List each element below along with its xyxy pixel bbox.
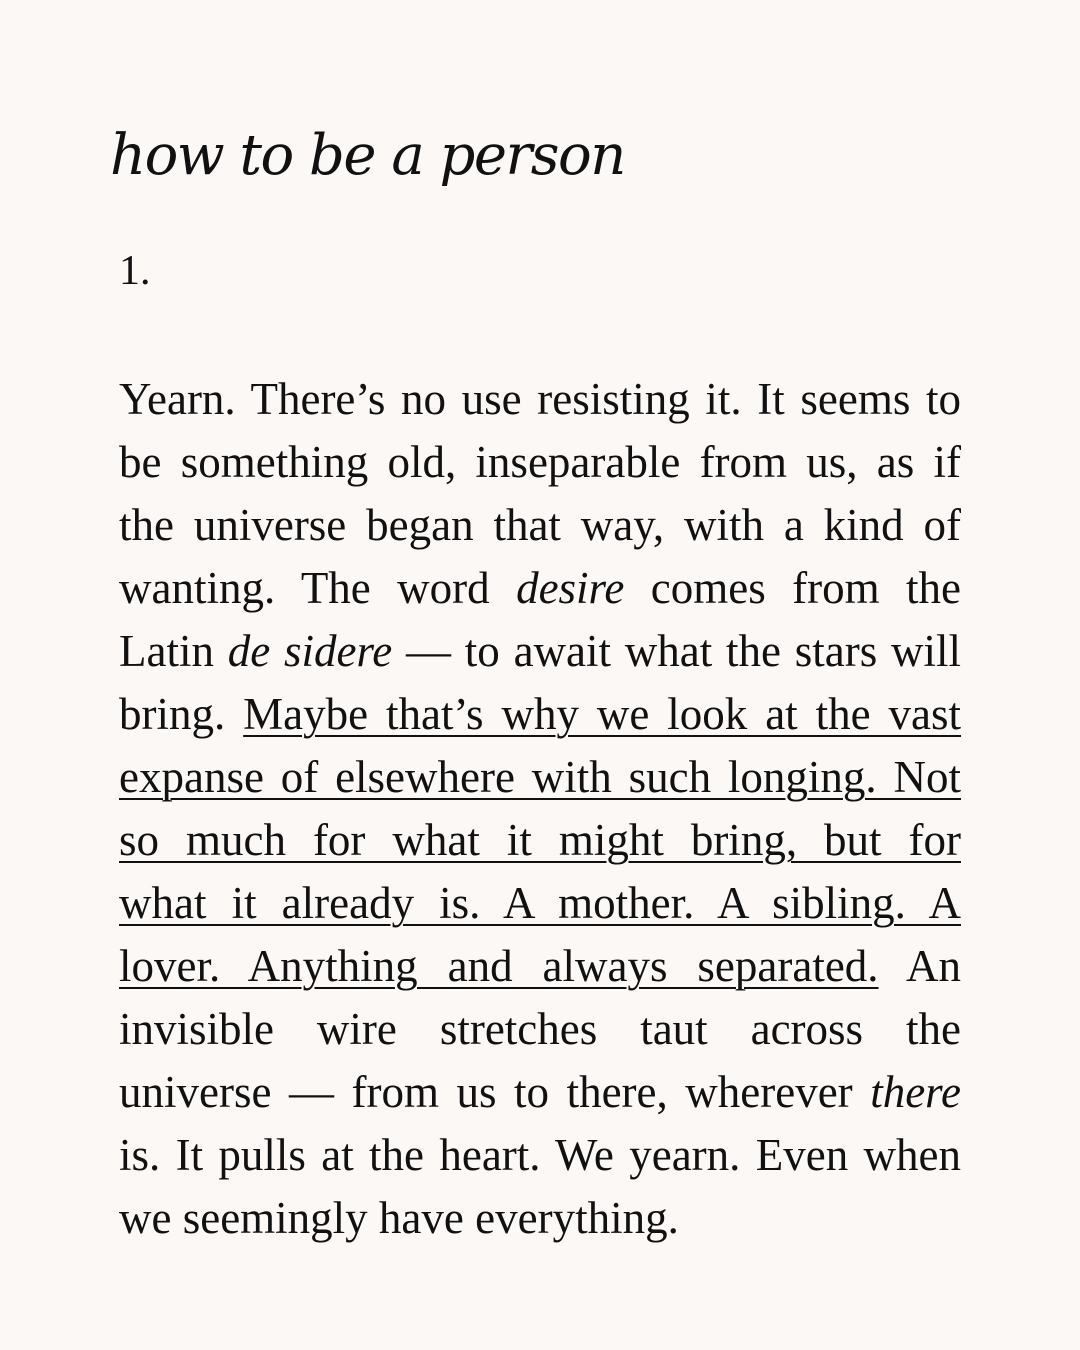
italic-text: there (870, 1067, 961, 1117)
text-segment: the universe began that way, with a kind of (119, 500, 961, 550)
underlined-text: expanse of elsewhere with such longing. Not (119, 752, 961, 802)
text-segment: Yearn. There’s no use resisting it. It seems to (119, 374, 961, 424)
text-line (119, 872, 961, 935)
text-line (119, 1124, 961, 1187)
text-line (119, 935, 961, 998)
body-passage (119, 368, 961, 1250)
text-segment: Latin (119, 626, 228, 676)
text-line (119, 557, 961, 620)
section-number: 1. (119, 248, 151, 294)
text-line (119, 998, 961, 1061)
text-line (119, 1061, 961, 1124)
text-line (119, 368, 961, 431)
text-segment: An (878, 941, 961, 991)
text-segment: comes from the (624, 563, 961, 613)
text-line (119, 431, 961, 494)
text-segment: we seemingly have everything. (119, 1193, 679, 1243)
text-line (119, 620, 961, 683)
text-segment: bring. (119, 689, 244, 739)
text-segment: universe — from us to there, wherever (119, 1067, 871, 1117)
text-segment: — to await what the stars will (392, 626, 962, 676)
text-line (119, 746, 961, 809)
text-line (119, 494, 961, 557)
underlined-text: lover. Anything and always separated. (119, 941, 879, 991)
page-title: how to be a person (110, 123, 625, 188)
text-line (119, 683, 961, 746)
text-segment: wanting. The word (119, 563, 517, 613)
underlined-text: so much for what it might bring, but for (119, 815, 961, 865)
italic-text: desire (516, 563, 625, 613)
underlined-text: what it already is. A mother. A sibling. A (119, 878, 961, 928)
text-segment: invisible wire stretches taut across the (119, 1004, 961, 1054)
text-segment: is. It pulls at the heart. We yearn. Even when (119, 1130, 961, 1180)
text-segment: be something old, inseparable from us, as if (119, 437, 961, 487)
underlined-text: Maybe that’s why we look at the vast (243, 689, 961, 739)
italic-text: de sidere (227, 626, 393, 676)
text-line (119, 809, 961, 872)
text-line (119, 1187, 961, 1250)
